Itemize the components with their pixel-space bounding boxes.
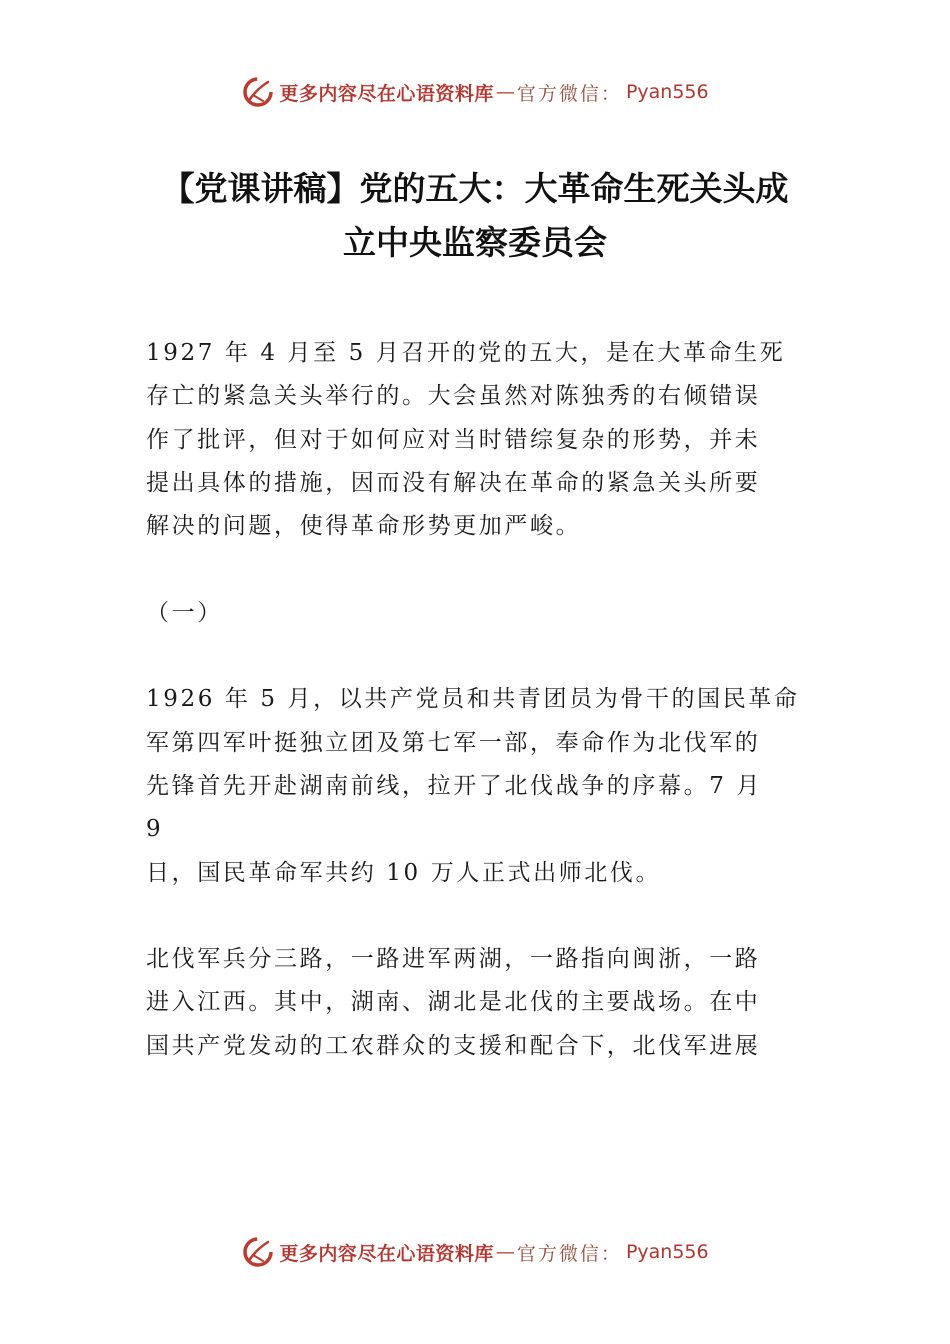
text-line: 存亡的紧急关头举行的。大会虽然对陈独秀的右倾错误 xyxy=(146,383,761,410)
watermark-official-label: 官方微信： xyxy=(516,1242,622,1265)
text-line: 提出具体的措施，因而没有解决在革命的紧急关头所要 xyxy=(146,469,761,496)
watermark-official-label: 官方微信： xyxy=(516,82,622,105)
title-line-2: 立中央监察委员会 xyxy=(343,223,607,262)
text-line: 先锋首先开赴湖南前线，拉开了北伐战争的序幕。7 月 xyxy=(146,772,762,799)
document-title xyxy=(120,162,830,270)
watermark-separator: — xyxy=(495,81,515,103)
watermark-main-text: 更多内容尽在心语资料库 xyxy=(279,82,494,105)
footer-watermark xyxy=(0,1232,950,1272)
watermark-wechat-id: Pyan556 xyxy=(625,1241,709,1263)
paragraph-gap xyxy=(146,635,811,678)
paragraph-gap xyxy=(146,548,811,591)
header-watermark xyxy=(0,72,950,112)
paragraph-gap xyxy=(146,895,811,938)
text-line: 军第四军叶挺独立团及第七军一部，奉命作为北伐军的 xyxy=(146,729,761,756)
text-line: 进入江西。其中，湖南、湖北是北伐的主要战场。在中 xyxy=(146,989,761,1016)
text-line: 日，国民革命军共约 10 万人正式出师北伐。 xyxy=(146,859,662,886)
text-line: 1926 年 5 月，以共产党员和共青团员为骨干的国民革命 xyxy=(146,686,800,713)
text-line: 解决的问题，使得革命形势更加严峻。 xyxy=(146,513,582,540)
paragraph-intro xyxy=(146,332,811,548)
section-number: （一） xyxy=(146,599,223,626)
text-line: 1927 年 4 月至 5 月召开的党的五大，是在大革命生死 xyxy=(146,340,786,366)
section-heading xyxy=(146,592,811,635)
document-body xyxy=(146,332,811,1068)
paragraph-northern-expedition xyxy=(146,678,811,894)
brush-seal-icon xyxy=(241,1235,275,1269)
watermark-wechat-id: Pyan556 xyxy=(625,81,709,103)
text-line: 北伐军兵分三路，一路进军两湖，一路指向闽浙，一路 xyxy=(146,946,761,973)
watermark-main-text: 更多内容尽在心语资料库 xyxy=(279,1242,494,1265)
text-line: 9 xyxy=(146,816,164,843)
text-line: 国共产党发动的工农群众的支援和配合下，北伐军进展 xyxy=(146,1032,761,1059)
watermark-separator: — xyxy=(495,1241,515,1263)
text-line: 作了批评，但对于如何应对当时错综复杂的形势，并未 xyxy=(146,426,761,453)
brush-seal-icon xyxy=(241,75,275,109)
title-line-1: 【党课讲稿】党的五大：大革命生死关头成 xyxy=(161,169,789,208)
paragraph-three-routes xyxy=(146,938,811,1068)
